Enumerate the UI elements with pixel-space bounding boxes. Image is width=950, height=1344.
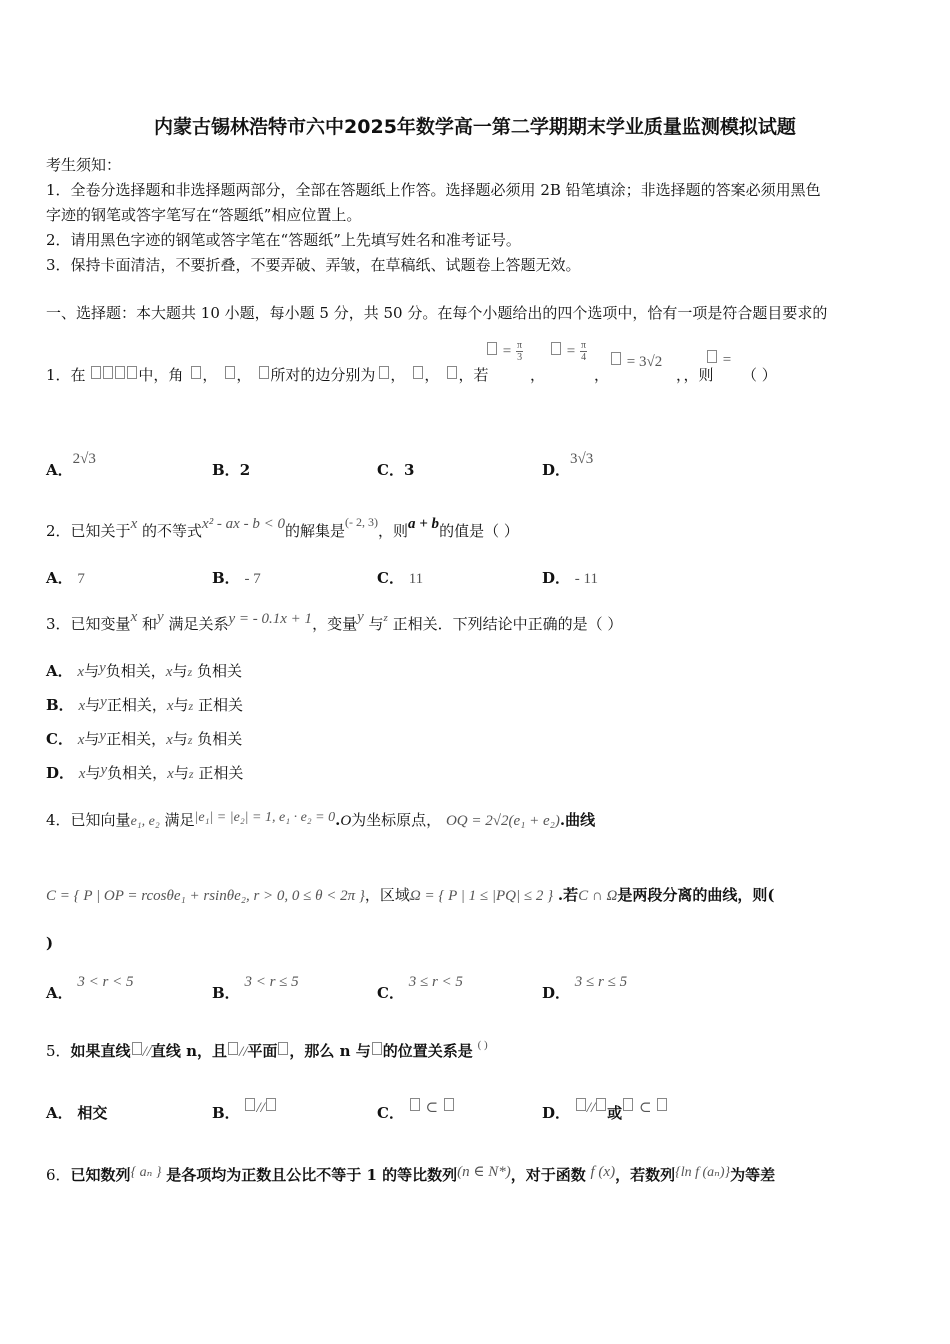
q5-option-a[interactable]: A． 相交	[46, 1104, 108, 1122]
q5-option-d[interactable]: D． // 或 ⊂	[542, 1102, 668, 1123]
notice-item-3: 3．保持卡面清洁，不要折叠，不要弄破、弄皱，在草稿纸、试题卷上答题无效。	[46, 256, 581, 274]
question-5: 5．如果直线 //直线 n，且 //平面 ，那么 n 与 的位置关系是 ( )	[46, 1039, 488, 1060]
q1-unknown: =	[706, 350, 731, 369]
question-number: 1．	[46, 366, 71, 384]
notice-heading: 考生须知：	[46, 156, 122, 174]
q1-option-d[interactable]: D．3√3	[542, 451, 594, 479]
question-2: 2．已知关于x 的不等式x² - ax - b < 0的解集是$^{(- 2, 3)}$，则a + b的值是（ ）	[46, 515, 519, 540]
q1-option-c[interactable]: C．3	[377, 461, 415, 479]
question-1: 1．在 中，角 ， ， 所对的边分别为 ， ， ，若	[46, 366, 489, 384]
q2-option-b[interactable]: B． - 7	[212, 569, 261, 587]
q2-option-c[interactable]: C． 11	[377, 569, 424, 587]
q4-option-c[interactable]: C． 3 ≤ r < 5	[377, 974, 463, 1002]
q3-option-c[interactable]: C． x与y正相关，x与z 负相关	[46, 728, 243, 748]
question-4: 4．已知向量e₁, e₂ 满足|e₁| = |e₂| = 1, e₁ · e₂ = 0.O为坐标原点， OQ = 2√2(e₁ + e₂).曲线	[46, 810, 596, 829]
triangle-placeholder	[90, 366, 138, 384]
section-heading: 一、选择题：本大题共 10 小题，每小题 5 分，共 50 分。在每个小题给出的四个选项中，恰有一项是符合题目要求的	[46, 304, 828, 322]
q3-option-b[interactable]: B． x与y正相关，x与z 正相关	[46, 694, 243, 714]
page-title: 内蒙古锡林浩特市六中2025年数学高一第二学期期末学业质量监测模拟试题	[154, 116, 796, 138]
question-3: 3．已知变量x 和y 满足关系y = - 0.1x + 1，变量y 与$^z$ 正相关．下列结论中正确的是（ ）	[46, 609, 623, 633]
q4-curve-definition: C = { P | OP = rcosθe₁ + rsinθe₂, r > 0, 0 ≤ θ < 2π }，区域Ω = { P | 1 ≤ |PQ| ≤ 2 } .若C ∩ Ω是两段分离的曲线，则(	[46, 886, 775, 904]
q3-option-a[interactable]: A． x与y负相关，x与z 负相关	[46, 660, 242, 680]
q1-option-a[interactable]: A．2√3	[46, 451, 96, 479]
q1-option-b[interactable]: B．2	[212, 461, 251, 479]
q1-condition-side: = 3√2	[610, 352, 662, 371]
q1-condition-angle-b: = $\frac{\pi}{4}$	[550, 340, 587, 363]
answer-paren: （ ）	[742, 366, 777, 384]
q5-option-c[interactable]: C． ⊂	[377, 1102, 455, 1123]
q5-option-b[interactable]: B． //	[212, 1102, 277, 1123]
q2-option-a[interactable]: A． 7	[46, 569, 85, 587]
q4-option-b[interactable]: B． 3 < r ≤ 5	[212, 974, 299, 1002]
notice-item-2: 2．请用黑色字迹的钢笔或答字笔在“答题纸”上先填写姓名和准考证号。	[46, 231, 521, 249]
q2-option-d[interactable]: D． - 11	[542, 569, 598, 587]
notice-item-1-cont: 字迹的钢笔或答字笔写在“答题纸”相应位置上。	[46, 206, 362, 224]
question-6: 6．已知数列{ aₙ } 是各项均为正数且公比不等于 1 的等比数列(n ∈ N*)，对于函数 f (x)，若数列{ln f (aₙ)}为等差	[46, 1164, 776, 1184]
q1-condition-angle-a: = $\frac{\pi}{3}$	[486, 340, 523, 363]
q4-option-a[interactable]: A． 3 < r < 5	[46, 974, 134, 1002]
q4-option-d[interactable]: D． 3 ≤ r ≤ 5	[542, 974, 628, 1002]
notice-item-1: 1．全卷分选择题和非选择题两部分，全部在答题纸上作答。选择题必须用 2B 铅笔填涂；非选择题的答案必须用黑色	[46, 181, 821, 199]
q3-option-d[interactable]: D． x与y负相关，x与z 正相关	[46, 762, 244, 782]
